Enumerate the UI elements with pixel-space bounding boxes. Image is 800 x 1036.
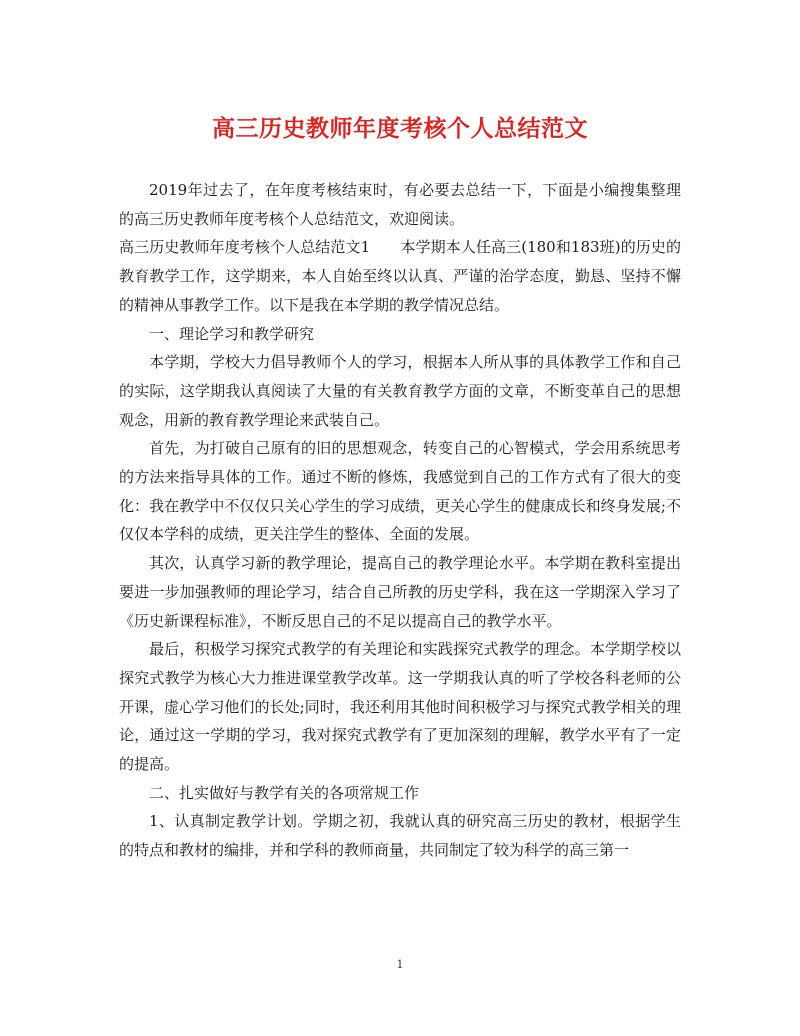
document-title: 高三历史教师年度考核个人总结范文 bbox=[212, 115, 588, 142]
paragraph-intro: 2019年过去了，在年度考核结束时，有必要去总结一下，下面是小编搜集整理的高三历史教师年度考核个人总结范文，欢迎阅读。 bbox=[119, 181, 681, 228]
paragraph-last: 最后，积极学习探究式教学的有关理论和实践探究式教学的理念。本学期学校以探究式教学为核心大力推进课堂教学改革。这一学期我认真的听了学校各科老师的公开课，虚心学习他们的长处;同时，我还利用其他时间积极学习与探究式教学相关的理论，通过这一学期的学习，我对探究式教学有了更加深刻的理解，教学水平有了一定的提高。 bbox=[119, 640, 681, 774]
page-number: 1 bbox=[396, 958, 404, 971]
paragraph-plan: 1、认真制定教学计划。学期之初，我就认真的研究高三历史的教材，根据学生的特点和教材的编排，并和学科的教师商量，共同制定了较为科学的高三第一 bbox=[119, 812, 681, 860]
section-heading-2: 二、扎实做好与教学有关的各项常规工作 bbox=[149, 783, 420, 802]
paragraph-summary-1: 高三历史教师年度考核个人总结范文1 本学期本人任高三(180和183班)的历史的教育教学工作，这学期来，本人自始至终以认真、严谨的治学态度，勤恳、坚持不懈的精神从事教学工作。以下是我在本学期的教学情况总结。 bbox=[119, 238, 681, 314]
section-heading-1: 一、理论学习和教学研究 bbox=[149, 324, 315, 343]
paragraph-first: 首先，为打破自己原有的旧的思想观念，转变自己的心智模式，学会用系统思考的方法来指导具体的工作。通过不断的修炼，我感觉到自己的工作方式有了很大的变化：我在教学中不仅仅只关心学生的学习成绩，更关心学生的健康成长和终身发展;不仅仅本学科的成绩，更关注学生的整体、全面的发展。 bbox=[119, 439, 681, 544]
document-body bbox=[119, 176, 681, 865]
paragraph-study: 本学期，学校大力倡导教师个人的学习，根据本人所从事的具体教学工作和自己的实际，这学期我认真阅读了大量的有关教育教学方面的文章，不断变革自己的思想观念，用新的教育教学理论来武装自己。 bbox=[119, 353, 681, 429]
paragraph-second: 其次，认真学习新的教学理论，提高自己的教学理论水平。本学期在教科室提出要进一步加强教师的理论学习，结合自己所教的历史学科，我在这一学期深入学习了《历史新课程标准》，不断反思自己的不足以提高自己的教学水平。 bbox=[119, 554, 681, 630]
